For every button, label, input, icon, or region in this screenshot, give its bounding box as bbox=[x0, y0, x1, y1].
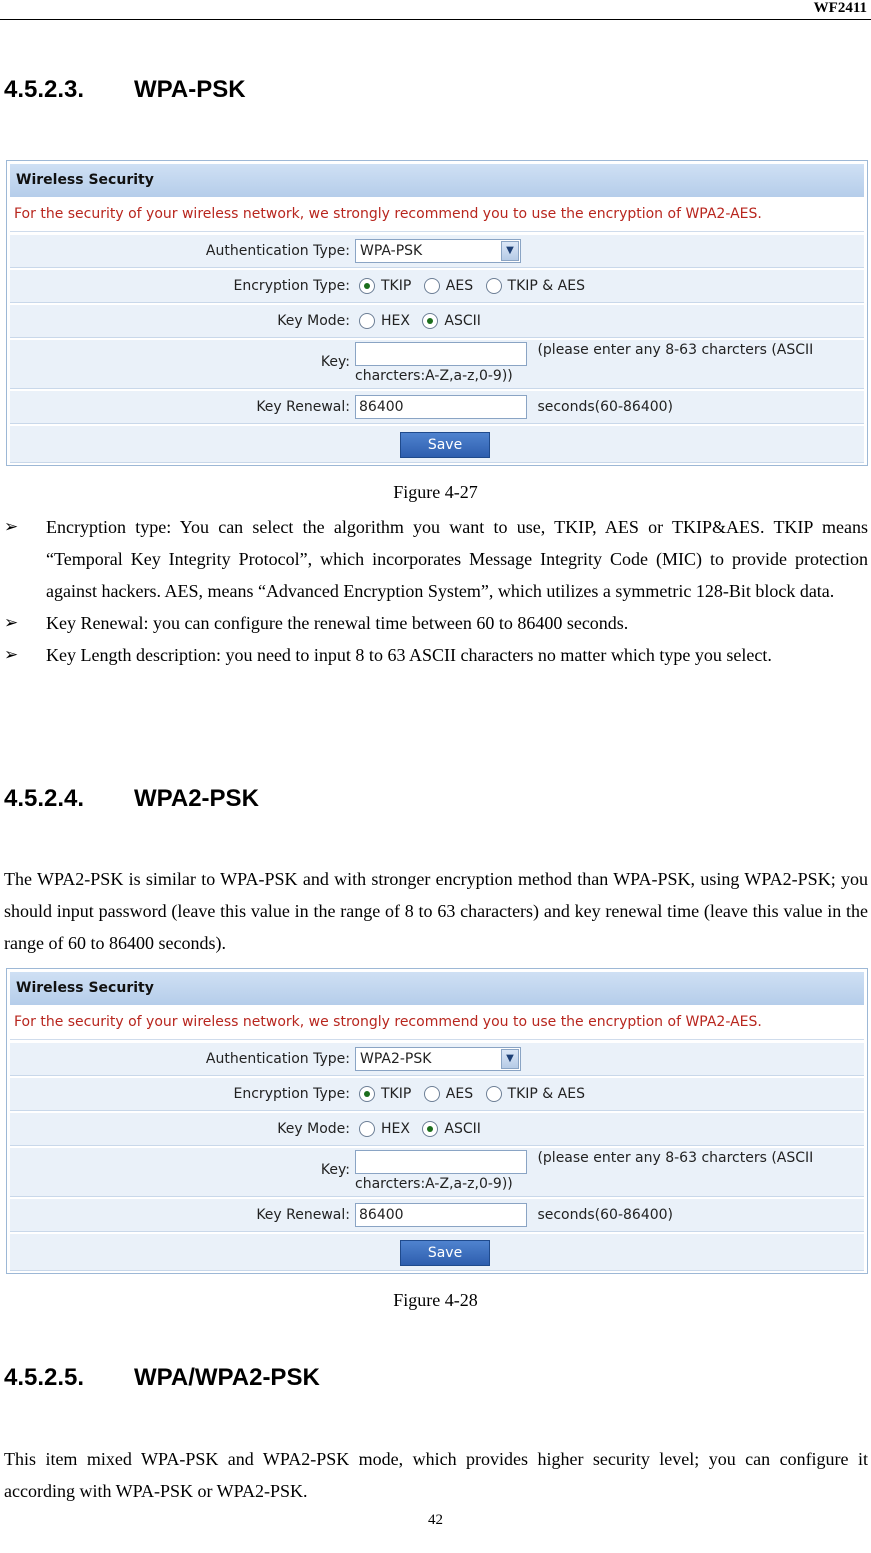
auth-type-value: WPA-PSK bbox=[360, 243, 423, 259]
section-number: 4.5.2.5. bbox=[4, 1364, 85, 1391]
radio-tkip[interactable] bbox=[359, 278, 375, 294]
mixed-mode-description: This item mixed WPA-PSK and WPA2-PSK mode, which provides higher security level; you can configure it according with WPA-PSK or WPA2-PSK. bbox=[4, 1449, 868, 1501]
radio-tkip-aes[interactable] bbox=[486, 278, 502, 294]
save-button[interactable]: Save bbox=[400, 1240, 490, 1266]
section-title: WPA/WPA2-PSK bbox=[134, 1364, 320, 1391]
auth-type-label: Authentication Type: bbox=[205, 243, 350, 259]
auth-type-label: Authentication Type: bbox=[205, 1051, 350, 1067]
panel-title: Wireless Security bbox=[10, 972, 864, 1005]
figure-caption-4-27: Figure 4-27 bbox=[393, 482, 478, 502]
header-rule bbox=[0, 19, 871, 20]
key-row bbox=[10, 339, 864, 389]
wireless-security-panel-wpa bbox=[6, 160, 868, 466]
key-mode-row bbox=[10, 1112, 864, 1146]
auth-type-row bbox=[10, 1042, 864, 1076]
section-heading-wpa2-psk bbox=[4, 785, 259, 813]
key-input[interactable] bbox=[355, 342, 527, 366]
key-renewal-hint: seconds(60-86400) bbox=[537, 1207, 674, 1223]
bullet-item bbox=[4, 639, 868, 671]
radio-tkip-aes-label: TKIP & AES bbox=[507, 1086, 585, 1102]
radio-ascii[interactable] bbox=[422, 1121, 438, 1137]
radio-ascii-label: ASCII bbox=[444, 313, 481, 329]
save-button[interactable]: Save bbox=[400, 432, 490, 458]
auth-type-select[interactable] bbox=[355, 239, 521, 263]
arrow-bullet-icon: ➢ bbox=[4, 517, 19, 537]
section-title: WPA2-PSK bbox=[134, 785, 259, 812]
key-mode-label: Key Mode: bbox=[277, 313, 350, 329]
radio-ascii[interactable] bbox=[422, 313, 438, 329]
radio-tkip-aes[interactable] bbox=[486, 1086, 502, 1102]
wpa2-description: The WPA2-PSK is similar to WPA-PSK and with stronger encryption method than WPA-PSK, using WPA2-PSK; you should input password (leave this value in the range of 8 to 63 characters) and key renewal time (leave this value in the range of 60 to 86400 seconds). bbox=[4, 869, 868, 953]
chevron-down-icon[interactable]: ▼ bbox=[501, 1049, 519, 1069]
key-renewal-hint: seconds(60-86400) bbox=[537, 399, 674, 415]
bullet-item bbox=[4, 607, 868, 639]
page-number: 42 bbox=[428, 1512, 443, 1528]
radio-hex-label: HEX bbox=[381, 313, 410, 329]
save-row bbox=[10, 1233, 864, 1271]
radio-ascii-label: ASCII bbox=[444, 1121, 481, 1137]
radio-aes[interactable] bbox=[424, 278, 440, 294]
arrow-bullet-icon: ➢ bbox=[4, 645, 19, 665]
chevron-down-icon[interactable]: ▼ bbox=[501, 241, 519, 261]
arrow-bullet-icon: ➢ bbox=[4, 613, 19, 633]
section-number: 4.5.2.4. bbox=[4, 785, 85, 812]
section-heading-wpa-psk bbox=[4, 76, 246, 104]
key-label: Key: bbox=[320, 354, 350, 370]
radio-hex[interactable] bbox=[359, 313, 375, 329]
radio-tkip[interactable] bbox=[359, 1086, 375, 1102]
radio-aes-label: AES bbox=[445, 1086, 474, 1102]
key-renewal-label: Key Renewal: bbox=[256, 1207, 350, 1223]
key-renewal-label: Key Renewal: bbox=[256, 399, 350, 415]
bullet-text: Encryption type: You can select the algorithm you want to use, TKIP, AES or TKIP&AES. TKIP means “Temporal Key Integrity Protocol”, which incorporates Message Integrity Code (MIC) to provide protection against hackers. AES, means “Advanced Encryption System”, which utilizes a symmetric 128-Bit block data. bbox=[46, 517, 868, 601]
key-renewal-row bbox=[10, 1198, 864, 1232]
security-notice: For the security of your wireless network, we strongly recommend you to use the encryption of WPA2-AES. bbox=[10, 1007, 864, 1040]
key-hint-line1: (please enter any 8-63 charcters (ASCII bbox=[537, 342, 814, 358]
key-label: Key: bbox=[320, 1162, 350, 1178]
security-notice: For the security of your wireless network, we strongly recommend you to use the encryption of WPA2-AES. bbox=[10, 199, 864, 232]
key-mode-row bbox=[10, 304, 864, 338]
section-heading-wpa-wpa2-psk bbox=[4, 1364, 320, 1392]
radio-hex[interactable] bbox=[359, 1121, 375, 1137]
encryption-type-label: Encryption Type: bbox=[233, 278, 350, 294]
key-hint-line2: charcters:A-Z,a-z,0-9)) bbox=[355, 368, 513, 384]
key-renewal-input[interactable]: 86400 bbox=[355, 1203, 527, 1227]
bullet-item bbox=[4, 511, 868, 607]
section-number: 4.5.2.3. bbox=[4, 76, 85, 103]
key-row bbox=[10, 1147, 864, 1197]
encryption-type-row bbox=[10, 1077, 864, 1111]
bullet-text: Key Renewal: you can configure the renewal time between 60 to 86400 seconds. bbox=[46, 613, 629, 633]
bullet-text: Key Length description: you need to input 8 to 63 ASCII characters no matter which type you select. bbox=[46, 645, 772, 665]
encryption-type-row bbox=[10, 269, 864, 303]
key-renewal-row bbox=[10, 390, 864, 424]
auth-type-value: WPA2-PSK bbox=[360, 1051, 432, 1067]
auth-type-row bbox=[10, 234, 864, 268]
radio-tkip-aes-label: TKIP & AES bbox=[507, 278, 585, 294]
key-hint-line2: charcters:A-Z,a-z,0-9)) bbox=[355, 1176, 513, 1192]
section-title: WPA-PSK bbox=[134, 76, 246, 103]
panel-title: Wireless Security bbox=[10, 164, 864, 197]
wireless-security-panel-wpa2 bbox=[6, 968, 868, 1274]
save-row bbox=[10, 425, 864, 463]
key-hint-line1: (please enter any 8-63 charcters (ASCII bbox=[537, 1150, 814, 1166]
key-input[interactable] bbox=[355, 1150, 527, 1174]
key-renewal-input[interactable]: 86400 bbox=[355, 395, 527, 419]
key-mode-label: Key Mode: bbox=[277, 1121, 350, 1137]
document-code: WF2411 bbox=[813, 0, 867, 16]
radio-tkip-label: TKIP bbox=[381, 278, 412, 294]
encryption-type-label: Encryption Type: bbox=[233, 1086, 350, 1102]
radio-aes-label: AES bbox=[445, 278, 474, 294]
radio-hex-label: HEX bbox=[381, 1121, 410, 1137]
auth-type-select[interactable] bbox=[355, 1047, 521, 1071]
bullet-list bbox=[4, 511, 868, 671]
figure-caption-4-28: Figure 4-28 bbox=[393, 1290, 478, 1310]
radio-aes[interactable] bbox=[424, 1086, 440, 1102]
radio-tkip-label: TKIP bbox=[381, 1086, 412, 1102]
